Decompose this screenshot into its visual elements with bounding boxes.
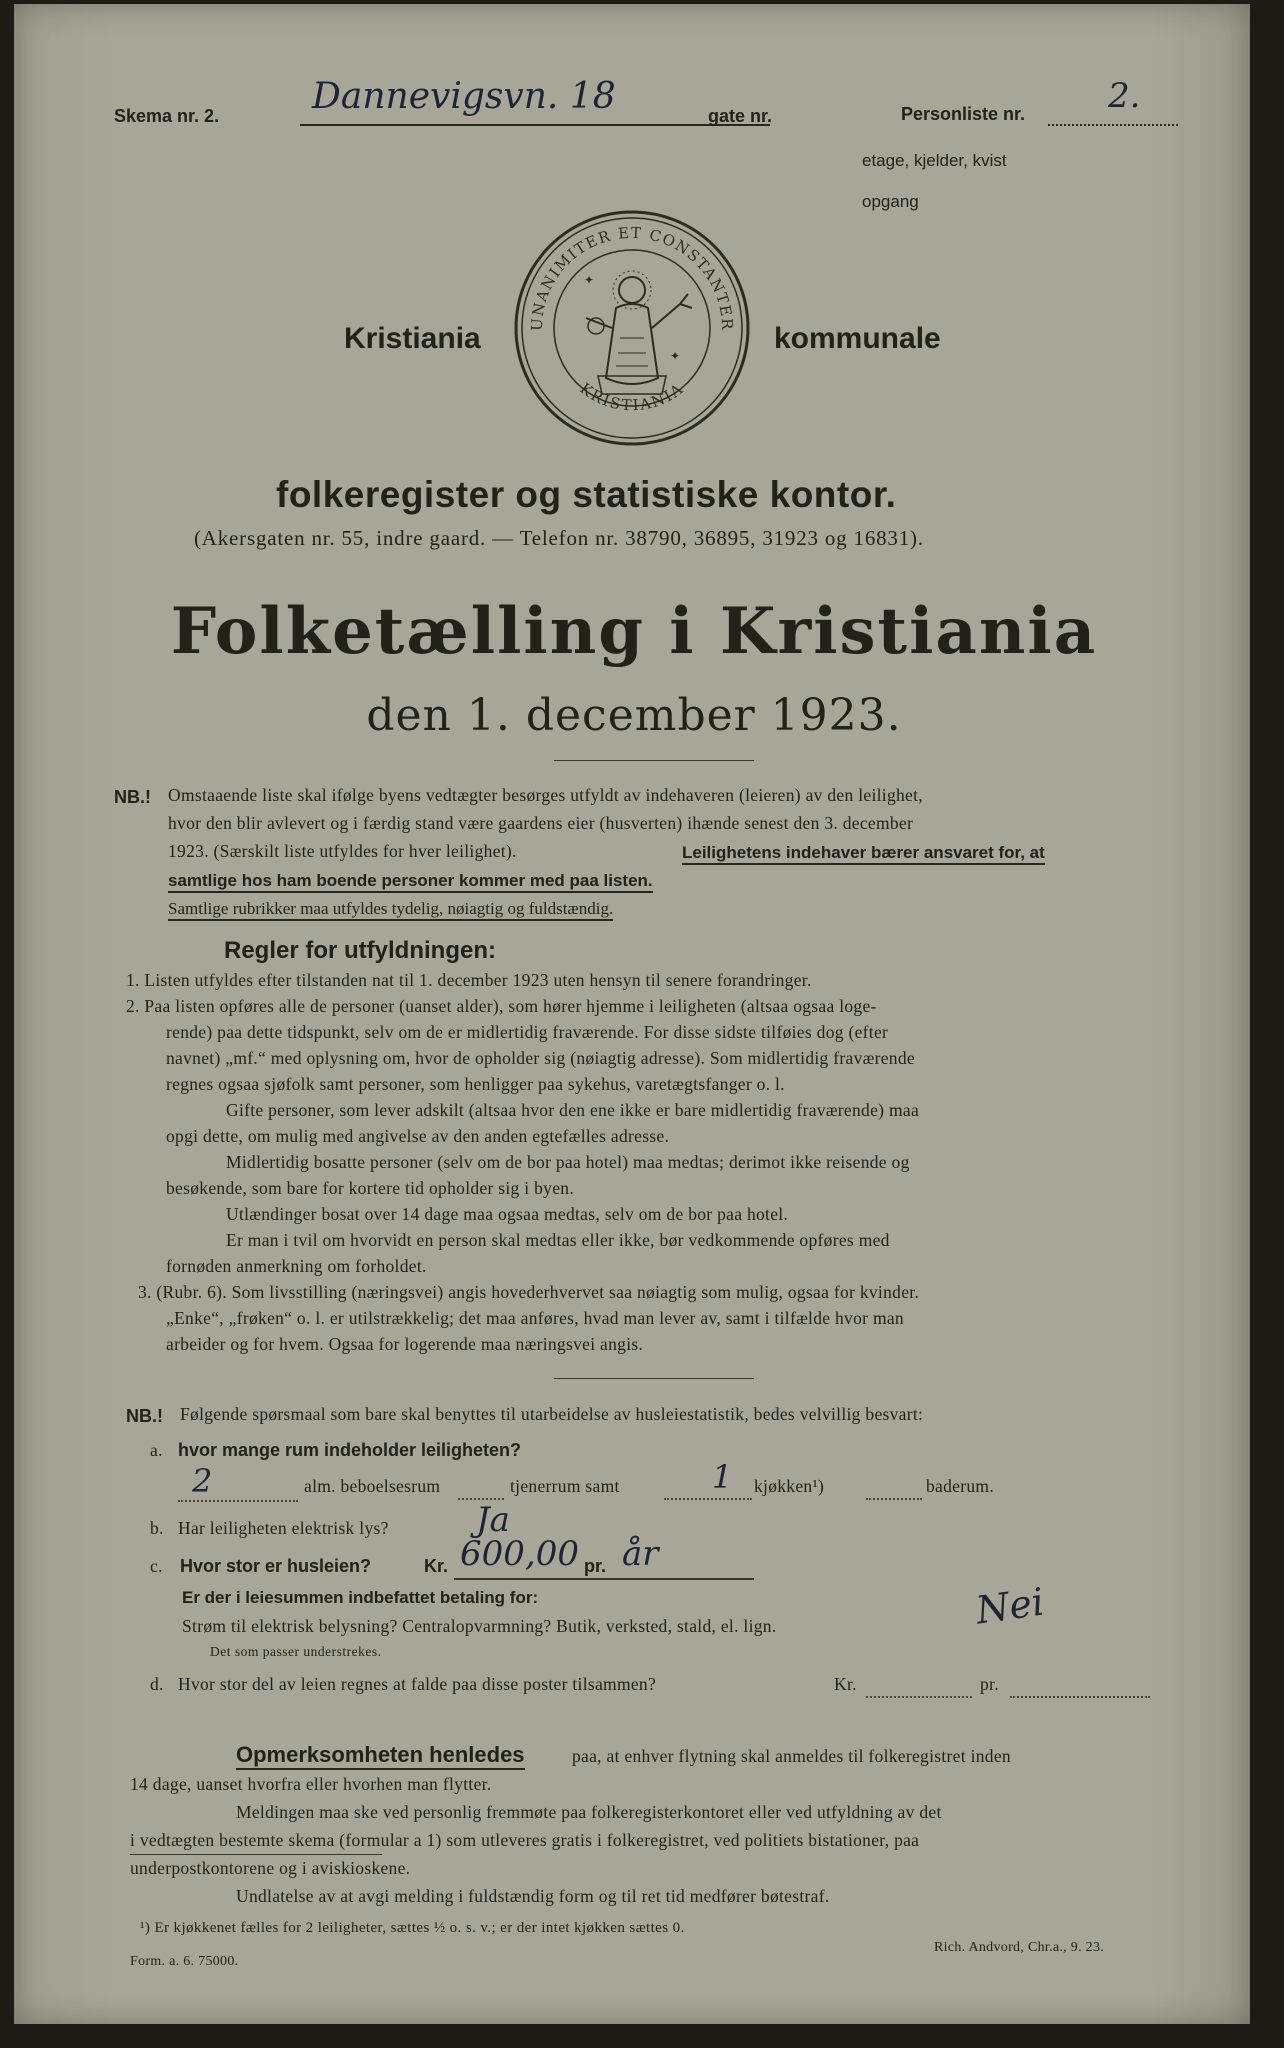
question-b-label: b. xyxy=(150,1518,164,1538)
question-c-label: c. xyxy=(150,1556,163,1576)
rooms-value: 2 xyxy=(192,1462,213,1500)
share-kr-label: Kr. xyxy=(834,1674,857,1694)
rule-line: 1. Listen utfyldes efter tilstanden nat til 1. december 1923 uten hensyn til senere forandringer. xyxy=(126,970,812,990)
nb1-line5: Samtlige rubrikker maa utfyldes tydelig, nøiagtig og fuldstændig. xyxy=(168,899,613,921)
personliste-value: 2. xyxy=(1108,76,1141,116)
rent-per-label: pr. xyxy=(584,1556,607,1576)
street-handwritten: Dannevigsvn. 18 xyxy=(312,76,616,117)
included-answer: Nei xyxy=(973,1579,1047,1633)
nb1-line3a: 1923. (Særskilt liste utfyldes for hver leilighet). xyxy=(168,841,517,861)
nb2-label: NB.! xyxy=(126,1406,163,1426)
rent-value: 600,00 xyxy=(460,1534,579,1574)
form-number: Form. a. 6. 75000. xyxy=(130,1954,239,1969)
nb1-line2: hvor den blir avlevert og i færdig stand være gaardens eier (husverten) ihænde senest den 3. december xyxy=(168,813,914,833)
printer-credit: Rich. Andvord, Chr.a., 9. 23. xyxy=(934,1940,1105,1955)
personliste-field xyxy=(1048,76,1178,126)
question-b-text: Har leiligheten elektrisk lys? xyxy=(178,1518,389,1538)
rent-underline xyxy=(454,1578,754,1580)
rule-line: 3. (Rubr. 6). Som livsstilling (næringsvei) angis hovederhvervet saa nøiagtig som mulig, ogsaa for kvinder. xyxy=(138,1282,920,1302)
seal-right-text: kommunale xyxy=(774,322,941,355)
share-period-field xyxy=(1010,1670,1150,1698)
servant-field xyxy=(458,1472,504,1500)
divider xyxy=(554,760,754,761)
question-a-label: a. xyxy=(150,1440,163,1460)
personliste-label: Personliste nr. xyxy=(901,104,1026,124)
seal-left-text: Kristiania xyxy=(344,322,481,355)
street-field xyxy=(300,76,773,126)
nb1-line4: samtlige hos ham boende personer kommer med paa listen. xyxy=(168,871,653,893)
kitchen-field xyxy=(664,1458,752,1500)
rooms-field xyxy=(178,1462,298,1502)
notice-line5: underpostkontorene og i aviskioskene. xyxy=(130,1858,411,1878)
svg-text:✦: ✦ xyxy=(670,349,681,363)
rule-line: regnes ogsaa sjøfolk samt personer, som henligger paa sykehus, varetægtsfanger o. l. xyxy=(166,1074,785,1094)
footnote: ¹) Er kjøkkenet fælles for 2 leiligheter, sættes ½ o. s. v.; er der intet kjøkken sættes 0. xyxy=(140,1920,685,1936)
rule-line: rende) paa dette tidspunkt, selv om de er midlertidig fraværende. For disse sidste tilføies dog (efter xyxy=(166,1022,889,1042)
notice-line1: paa, at enhver flytning skal anmeldes til folkeregistret inden xyxy=(572,1746,1011,1766)
underline-note: Det som passer understrekes. xyxy=(210,1644,382,1659)
rule-line: navnet) „mf.“ med oplysning om, hvor de opholder sig (nøiagtig adresse). Som midlertidig fraværende xyxy=(166,1048,915,1068)
seal-ring-top-text: UNANIMITER ET CONSTANTER xyxy=(527,223,737,332)
included-heading: Er der i leiesummen indbefattet betaling for: xyxy=(182,1588,539,1607)
rule-line: Midlertidig bosatte personer (selv om de bor paa hotel) maa medtas; derimot ikke reisende og xyxy=(226,1152,910,1172)
svg-text:✦: ✦ xyxy=(584,273,595,287)
question-c-text: Hvor stor er husleien? xyxy=(180,1556,372,1576)
rule-line: „Enke“, „frøken“ o. l. er utilstrækkelig; det maa anføres, hvad man lever av, samt i tilfælde hvor man xyxy=(166,1308,904,1328)
rule-line: Er man i tvil om hvorvidt en person skal medtas eller ikke, bør vedkommende opføres med xyxy=(226,1230,890,1250)
bath-field xyxy=(866,1472,922,1500)
office-address: (Akersgaten nr. 55, indre gaard. — Telefon nr. 38790, 36895, 31923 og 16831). xyxy=(194,526,924,550)
rule-line: 2. Paa listen opføres alle de personer (uanset alder), som hører hjemme i leiligheten (altsaa ogsaa loge- xyxy=(126,996,877,1016)
bath-label: baderum. xyxy=(926,1476,994,1496)
question-a-text: hvor mange rum indeholder leiligheten? xyxy=(178,1440,522,1460)
etage-label: etage, kjelder, kvist xyxy=(862,151,1007,170)
notice-underline xyxy=(130,1854,382,1855)
rule-line: besøkende, som bare for kortere tid opholder sig i byen. xyxy=(166,1178,575,1198)
divider xyxy=(554,1378,754,1379)
rooms-label: alm. beboelsesrum xyxy=(304,1476,441,1496)
gate-label: gate nr. xyxy=(708,106,773,126)
census-date: den 1. december 1923. xyxy=(366,690,902,741)
schema-label: Skema nr. 2. xyxy=(114,106,220,126)
question-d-text: Hvor stor del av leien regnes at falde paa disse poster tilsammen? xyxy=(178,1674,657,1694)
seal-ring-bottom-text: KRISTIANIA xyxy=(576,379,688,415)
notice-line2: 14 dage, uanset hvorfra eller hvorhen man flytter. xyxy=(130,1774,492,1794)
rent-unit: år xyxy=(622,1534,659,1574)
rule-line: arbeider og for hvem. Ogsaa for logerende maa næringsvei angis. xyxy=(166,1334,644,1354)
kitchen-label: kjøkken¹) xyxy=(754,1476,825,1496)
rules-heading: Regler for utfyldningen: xyxy=(224,937,496,964)
question-d-label: d. xyxy=(150,1674,164,1694)
nb1-line1: Omstaaende liste skal ifølge byens vedtægter besørges utfyldt av indehaveren (leieren) av den leilighet, xyxy=(168,785,923,805)
share-per-label: pr. xyxy=(980,1674,999,1694)
opgang-label: opgang xyxy=(862,192,919,211)
rule-line: opgi dette, om mulig med angivelse av den anden egtefælles adresse. xyxy=(166,1126,670,1146)
notice-line3: Meldingen maa ske ved personlig fremmøte paa folkeregisterkontoret eller ved utfyldning av det xyxy=(236,1802,942,1822)
notice-heading: Opmerksomheten henledes xyxy=(236,1742,525,1770)
nb1-line3b: Leilighetens indehaver bærer ansvaret for, at xyxy=(682,843,1045,865)
notice-line4: i vedtægten bestemte skema (formular a 1) som utleveres gratis i folkeregistret, ved politiets bistationer, paa xyxy=(130,1830,920,1850)
servant-label: tjenerrum samt xyxy=(510,1476,620,1496)
electric-light-answer: Ja xyxy=(476,1500,510,1540)
nb1-label: NB.! xyxy=(114,787,151,807)
rule-line: fornøden anmerkning om forholdet. xyxy=(166,1256,427,1276)
census-form-sheet xyxy=(14,4,1250,2024)
census-title: Folketælling i Kristiania xyxy=(170,594,1098,669)
nb2-intro: Følgende spørsmaal som bare skal benyttes til utarbeidelse av husleiestatistik, bedes velvillig besvart: xyxy=(180,1404,924,1424)
city-seal-emblem xyxy=(512,208,752,448)
notice-line6: Undlatelse av at avgi melding i fuldstændig form og til ret tid medfører bøtestraf. xyxy=(236,1886,830,1906)
kitchen-value: 1 xyxy=(712,1458,733,1496)
share-amount-field xyxy=(866,1670,972,1698)
rule-line: Utlændinger bosat over 14 dage maa ogsaa medtas, selv om de bor paa hotel. xyxy=(226,1204,789,1224)
rule-line: Gifte personer, som lever adskilt (altsaa hvor den ene ikke er bare midlertidig fraværende) maa xyxy=(226,1100,920,1120)
office-name: folkeregister og statistiske kontor. xyxy=(276,474,897,515)
included-options: Strøm til elektrisk belysning? Centralopvarmning? Butik, verksted, stald, el. lign. xyxy=(182,1616,777,1636)
rent-kr-label: Kr. xyxy=(424,1556,449,1576)
